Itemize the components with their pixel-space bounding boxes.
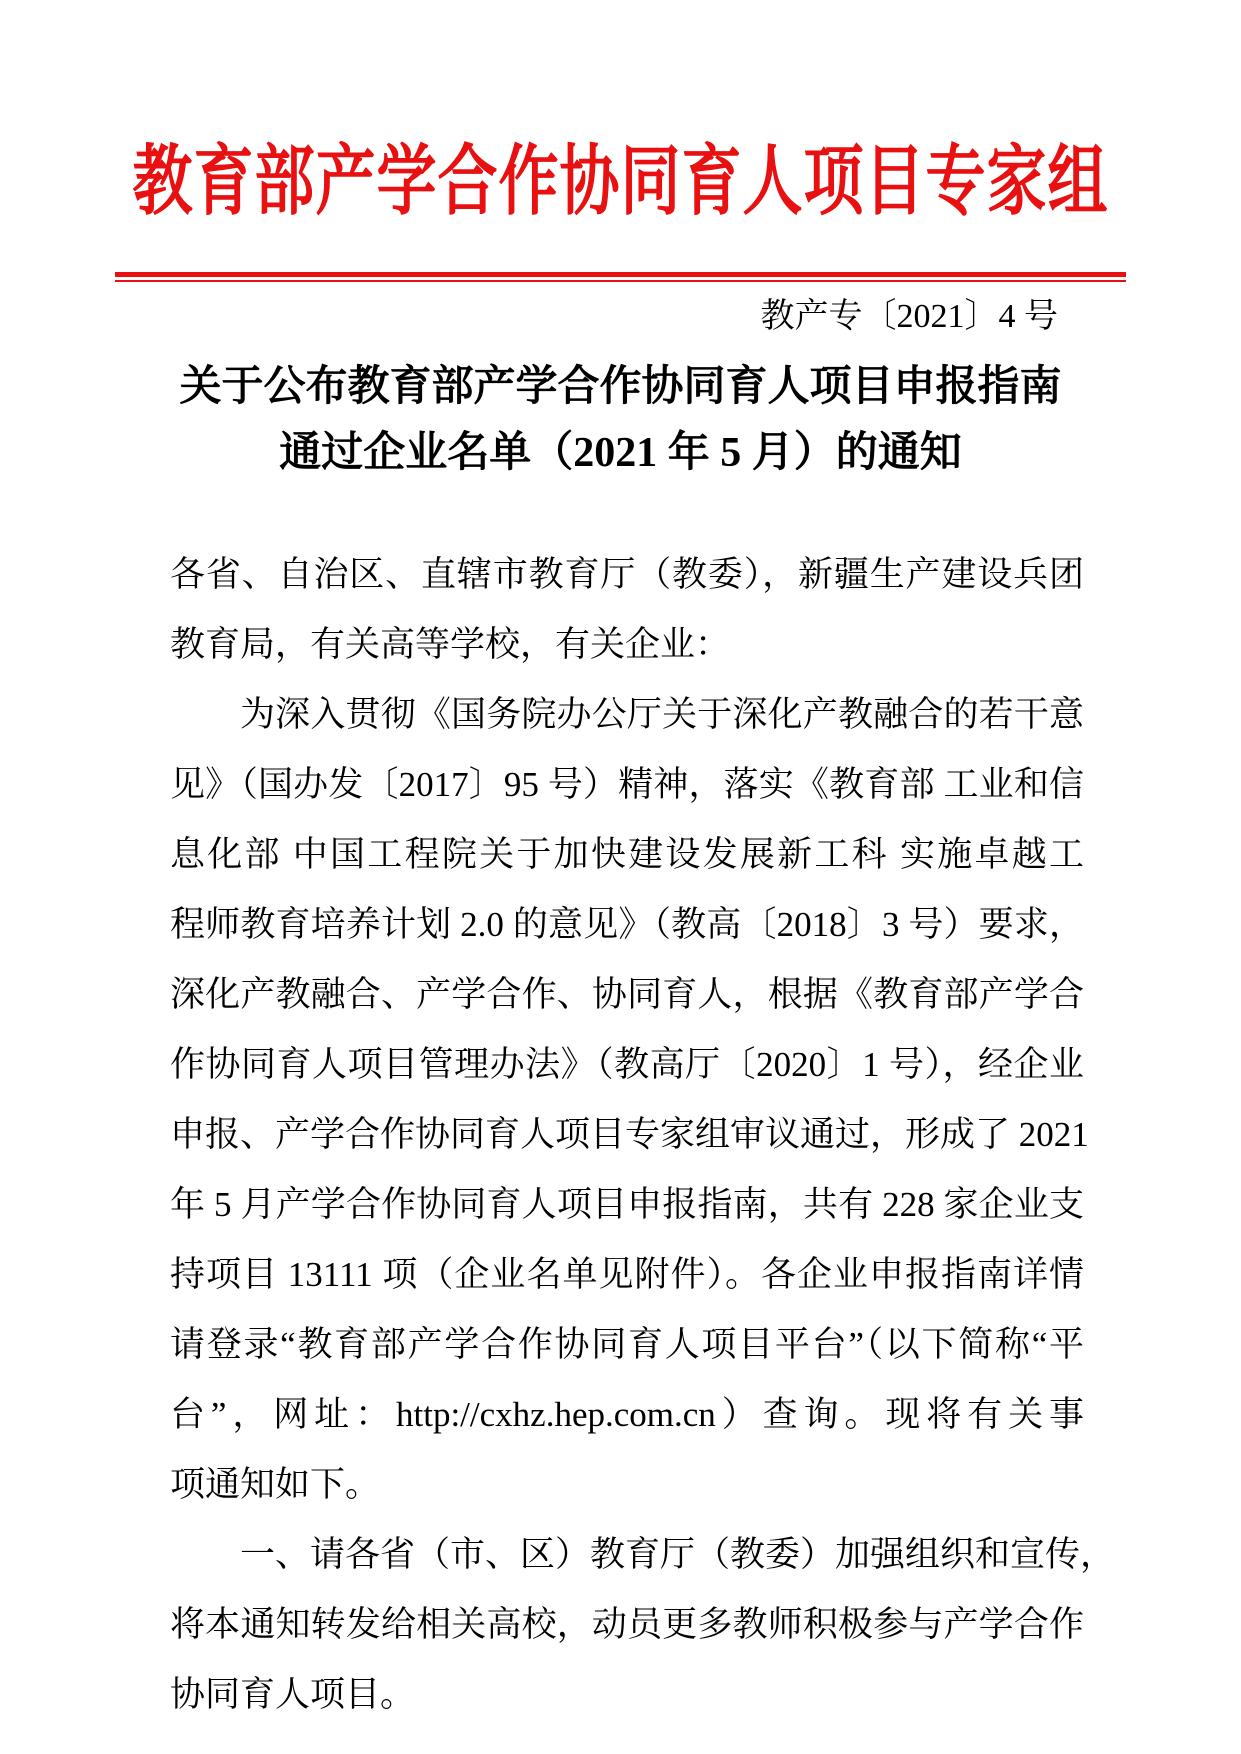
body-text-line: 将本通知转发给相关高校，动员更多教师积极参与产学合作 [170,1605,1084,1644]
body-text-line: 台”，网址：http://cxhz.hep.com.cn）查询。现将有关事 [170,1395,1084,1434]
body-text-line: 年 5 月产学合作协同育人项目申报指南，共有 228 家企业支 [170,1185,1084,1224]
red-divider-line [115,272,1126,282]
notice-body [115,540,1126,1730]
body-text-line: 为深入贯彻《国务院办公厅关于深化产教融合的若干意 [240,695,1084,734]
body-text-line: 作协同育人项目管理办法》（教高厅〔2020〕1 号），经企业 [170,1045,1084,1084]
body-text-line: 一、请各省（市、区）教育厅（教委）加强组织和宣传， [240,1535,1116,1574]
body-text-line: 各省、自治区、直辖市教育厅（教委），新疆生产建设兵团 [170,555,1084,594]
body-text-line: 项通知如下。 [170,1465,381,1504]
body-text-line: 见》（国办发〔2017〕95 号）精神，落实《教育部 工业和信 [170,765,1084,804]
body-text-line: 协同育人项目。 [170,1675,416,1714]
body-text-line: 请登录“教育部产学合作协同育人项目平台”（以下简称“平 [170,1325,1084,1364]
body-text-line: 持项目 13111 项（企业名单见附件）。各企业申报指南详情 [170,1255,1084,1294]
body-text-line: 程师教育培养计划 2.0 的意见》（教高〔2018〕3 号）要求， [170,905,1084,944]
body-text-line: 教育局，有关高等学校，有关企业： [170,625,731,664]
notice-title-line-2: 通过企业名单（2021 年 5 月）的通知 [279,430,962,476]
body-text-line: 息化部 中国工程院关于加快建设发展新工科 实施卓越工 [170,835,1084,874]
body-text-line: 深化产教融合、产学合作、协同育人，根据《教育部产学合 [170,975,1084,1014]
document-reference-number: 教产专〔2021〕4 号 [760,298,1058,335]
body-text-line: 申报、产学合作协同育人项目专家组审议通过，形成了 2021 [170,1115,1089,1154]
divider-thick-bar [115,272,1126,277]
notice-title-line-1: 关于公布教育部产学合作协同育人项目申报指南 [179,364,1062,410]
notice-title [115,354,1126,486]
issuing-authority-masthead: 教育部产学合作协同育人项目专家组 [132,139,1109,225]
divider-thin-bar [115,280,1126,282]
